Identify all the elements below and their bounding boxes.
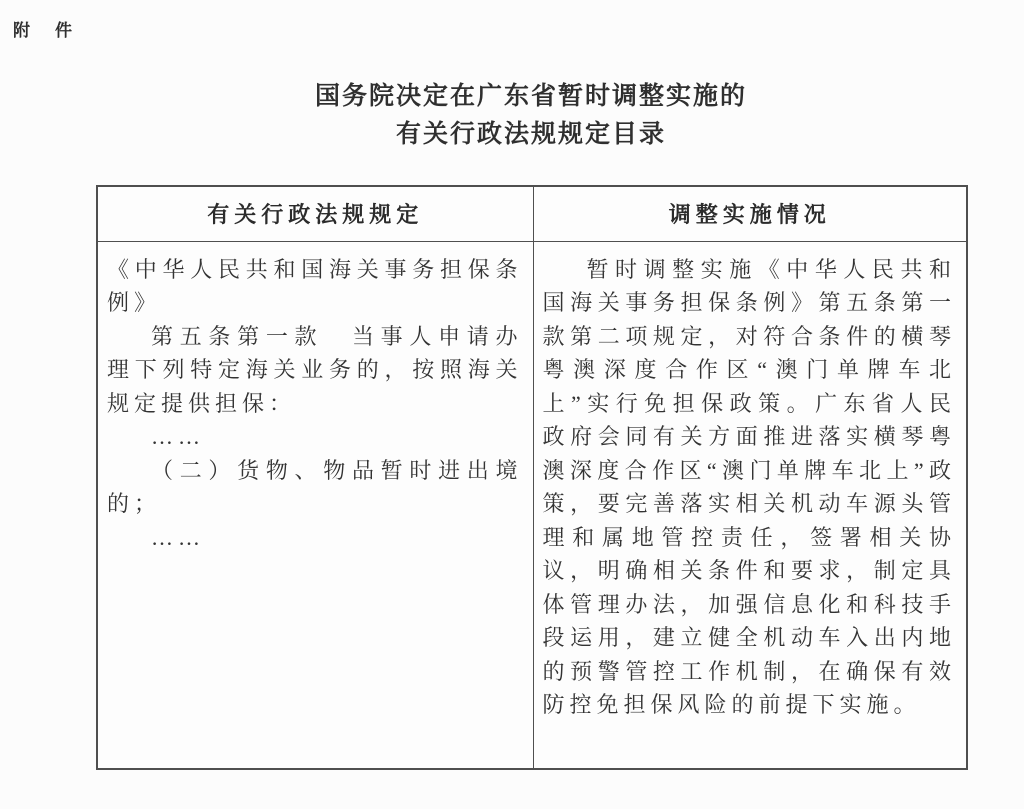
paragraph: …… bbox=[151, 524, 205, 550]
adjustment-implementation-cell bbox=[533, 241, 967, 769]
regulations-table bbox=[96, 185, 968, 770]
table-body-row bbox=[97, 241, 967, 769]
attachment-label: 附 件 bbox=[13, 21, 76, 40]
document-title-line1: 国务院决定在广东省暂时调整实施的 bbox=[314, 83, 747, 110]
paragraph: 第五条第一款 当事人申请办理下列特定海关业务的，按照海关规定提供担保： bbox=[107, 323, 523, 416]
paragraph: …… bbox=[151, 424, 205, 449]
paragraph: 《中华人民共和国海关事务担保条例》 bbox=[107, 256, 523, 315]
document-title bbox=[96, 78, 966, 154]
paragraph: 暂时调整实施《中华人民共和国海关事务担保条例》第五条第一款第二项规定，对符合条件的横琴粤澳深度合作区“澳门单牌车北上”实行免担保政策。广东省人民政府会同有关方面推进落实横琴粤澳深度合作区“澳门单牌车北上”政策，要完善落实相关机动车源头管理和属地管控责任，签署相关协议，明确相关条件和要求，制定具体管理办法，加强信息化和科技手段运用，建立健全机动车入出内地的预警管控工作机制，在确保有效防控免担保风险的前提下实施。 bbox=[542, 256, 956, 717]
document-title-line2: 有关行政法规规定目录 bbox=[395, 121, 666, 148]
regulation-provision-cell bbox=[97, 241, 533, 769]
column-header-regulations: 有关行政法规规定 bbox=[97, 186, 533, 241]
table-header-row bbox=[97, 186, 967, 241]
paragraph: （二）货物、物品暂时进出境的； bbox=[107, 457, 523, 516]
column-header-adjustment: 调整实施情况 bbox=[533, 186, 967, 241]
